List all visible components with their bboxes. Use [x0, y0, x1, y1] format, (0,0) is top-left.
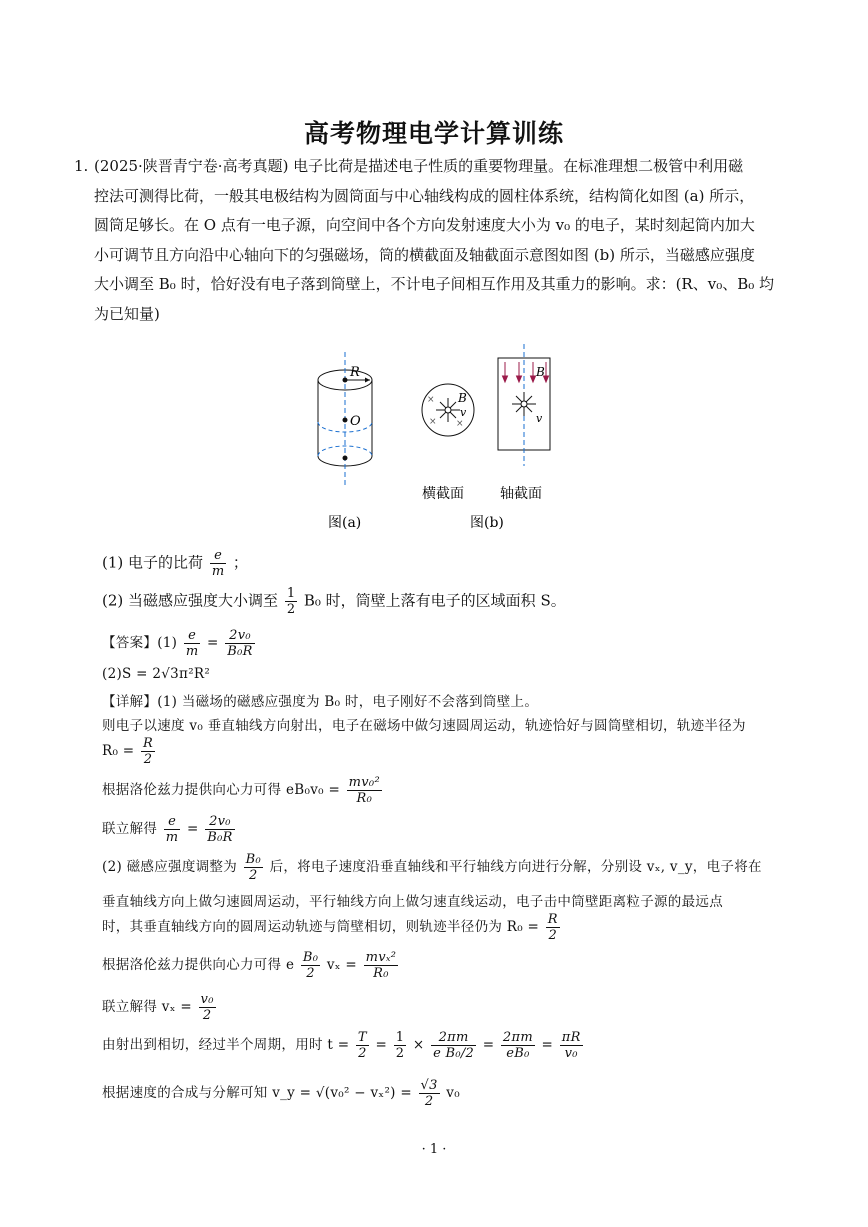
fraction: $\frac{√3}{2}$ [420, 1078, 438, 1109]
fraction: $\frac{\pi R}{\text{v₀}}$ [561, 1030, 581, 1061]
fraction: $\frac{\text{2v₀}}{\text{B₀R}}$ [227, 628, 253, 659]
axial-section-label: 轴截面 [500, 486, 542, 502]
fraction: $\frac{R}{2}$ [142, 736, 154, 767]
cylinder-diagram [318, 352, 372, 486]
problem-line: 为已知量) [94, 304, 160, 323]
cross-section-diagram [422, 384, 474, 436]
problem-figure [290, 340, 580, 540]
fraction: $\frac{e}{m}$ [185, 628, 199, 659]
detail-line: 根据速度的合成与分解可知 v_y = √(v₀² − vₓ²) = $\frac{√3}{2}$ v₀ [102, 1078, 460, 1109]
label-v0-axial: v [536, 412, 543, 425]
fraction: $\frac{2\pi m}{\text{eB₀}}$ [502, 1030, 533, 1061]
fraction: $\frac{T}{2}$ [357, 1030, 367, 1061]
figure-b-caption: 图(b) [470, 515, 504, 531]
page-number: · 1 · [421, 1142, 447, 1157]
label-B-axial: B [536, 365, 545, 379]
label-O: O [350, 414, 361, 429]
detail-line: 根据洛伦兹力提供向心力可得 eB₀v₀ = $\frac{\text{mv₀²}}{\text{R₀}}$ [102, 775, 380, 806]
fraction: $\frac{\text{mvₓ²}}{\text{R₀}}$ [365, 950, 397, 981]
detail-line: 由射出到相切，经过半个周期，用时 t = $\frac{T}{2}$ = $\frac{1}{2}$ × $\frac{2\pi m}{\text{e B₀/2}}$ = $\frac{2\pi m}{\text{eB₀}}$ = $\frac{\pi R}{\text{v₀}}$ [102, 1030, 581, 1061]
question-2: (2) 当磁感应强度大小调至 $\frac{1}{2}$ B₀ 时，筒壁上落有电子的区域面积 S。 [102, 586, 566, 617]
label-B-cross: B [458, 391, 467, 405]
problem-line: 大小调至 B₀ 时，恰好没有电子落到筒壁上，不计电子间相互作用及其重力的影响。求：(R、v₀、B₀ 均 [94, 275, 775, 293]
detail-line: 垂直轴线方向上做匀速圆周运动，平行轴线方向上做匀速直线运动，电子击中筒壁距离粒子源的最远点 [102, 894, 723, 910]
detail-line: (2) 磁感应强度调整为 $\frac{\text{B₀}}{2}$ 后，将电子速度沿垂直轴线和平行轴线方向进行分解，分别设 vₓ, v_y，电子将在 [102, 852, 762, 883]
svg-text:×: × [429, 417, 437, 427]
problem-statement [74, 152, 794, 329]
detail-line: 则电子以速度 v₀ 垂直轴线方向射出，电子在磁场中做匀速圆周运动，轨迹恰好与圆筒壁相切，轨迹半径为 [102, 718, 746, 734]
problem-number: 1. [74, 157, 89, 175]
fraction: $\frac{1}{2}$ [395, 1030, 405, 1061]
problem-line: (2025·陕晋青宁卷·高考真题) 电子比荷是描述电子性质的重要物理量。在标准理想二极管中利用磁 [94, 157, 744, 175]
fraction: $\frac{\text{mv₀²}}{\text{R₀}}$ [348, 775, 380, 806]
problem-line: 圆筒足够长。在 O 点有一电子源，向空间中各个方向发射速度大小为 v₀ 的电子，某时刻起筒内加大 [94, 216, 755, 234]
detail-line: 联立解得 $\frac{e}{m}$ = $\frac{\text{2v₀}}{\text{B₀R}}$ [102, 814, 233, 845]
fraction: $\frac{\text{v₀}}{2}$ [200, 992, 214, 1023]
fraction: $\frac{e}{m}$ [165, 814, 179, 845]
svg-text:×: × [456, 419, 464, 429]
fraction: $\frac{2\pi m}{\text{e B₀/2}}$ [433, 1030, 475, 1061]
fraction: $\frac{1}{2}$ [286, 586, 296, 617]
problem-line: 控法可测得比荷，一般其电极结构为圆筒面与中心轴线构成的圆柱体系统，结构简化如图 (a) 所示， [94, 186, 755, 205]
question-1: (1) 电子的比荷 $\frac{e}{m}$ ； [102, 548, 248, 579]
fraction: $\frac{\text{B₀}}{2}$ [302, 950, 319, 981]
cross-section-label: 横截面 [422, 486, 464, 502]
fraction: $\frac{\text{B₀}}{2}$ [245, 852, 261, 883]
figure-a-caption: 图(a) [328, 515, 362, 531]
detail-line: R₀ = $\frac{R}{2}$ [102, 736, 154, 767]
detail-line: 联立解得 vₓ = $\frac{\text{v₀}}{2}$ [102, 992, 214, 1023]
page-title: 高考物理电学计算训练 [303, 119, 564, 148]
detail-line: 根据洛伦兹力提供向心力可得 e $\frac{\text{B₀}}{2}$ vₓ = $\frac{\text{mvₓ²}}{\text{R₀}}$ [102, 950, 397, 981]
label-v-cross: v [460, 406, 467, 419]
label-R: R [350, 365, 360, 380]
svg-text:×: × [427, 395, 435, 405]
figure-svg [290, 340, 580, 540]
detail-line: 【详解】(1) 当磁场的磁感应强度为 B₀ 时，电子刚好不会落到筒壁上。 [102, 694, 539, 710]
problem-line: 小可调节且方向沿中心轴向下的匀强磁场，筒的横截面及轴截面示意图如图 (b) 所示，当磁感应强度 [94, 245, 755, 264]
fraction: $\frac{\text{2v₀}}{\text{B₀R}}$ [207, 814, 233, 845]
fraction: $\frac{e}{m}$ [211, 548, 225, 579]
answer-1: 【答案】(1) $\frac{e}{m}$ = $\frac{\text{2v₀}}{\text{B₀R}}$ [102, 628, 253, 659]
axial-section-diagram [498, 344, 550, 466]
detail-line: 时，其垂直轴线方向的圆周运动轨迹与筒壁相切，则轨迹半径仍为 R₀ = $\frac{R}{2}$ [102, 912, 558, 943]
fraction: $\frac{R}{2}$ [547, 912, 558, 943]
answer-2: (2)S = 2√3π²R² [102, 666, 211, 682]
